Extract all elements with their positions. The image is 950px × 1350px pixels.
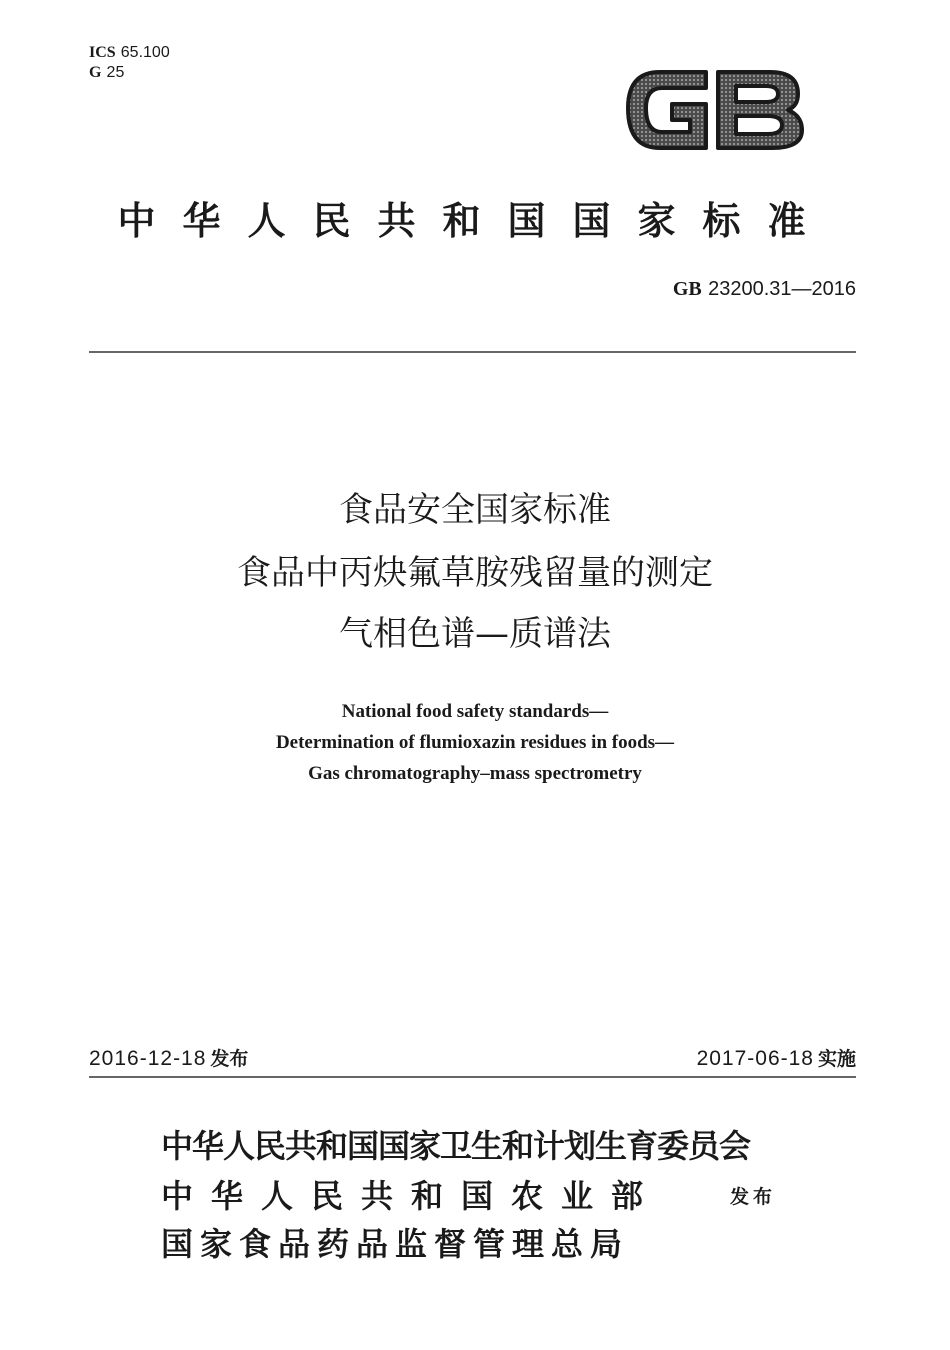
- ics-value: 65.100: [120, 44, 170, 61]
- top-divider: [89, 351, 856, 353]
- issue-date: [89, 1044, 248, 1073]
- group-label: G: [89, 64, 102, 81]
- implementation-date: [697, 1044, 856, 1073]
- ics-label: ICS: [89, 44, 116, 61]
- bottom-divider: [89, 1076, 856, 1078]
- standard-prefix: GB: [672, 278, 702, 300]
- issuer-ministry-agriculture: 中华人民共和国农业部: [161, 1177, 662, 1215]
- title-cn-line-3: 气相色谱—质谱法: [339, 614, 611, 654]
- issue-date-label: 发布: [210, 1048, 249, 1070]
- title-en-line-2: Determination of flumioxazin residues in foods—: [275, 732, 675, 753]
- issue-date-value: 2016-12-18: [89, 1047, 207, 1070]
- group-value: 25: [106, 64, 125, 81]
- ics-code: [89, 42, 170, 63]
- standard-code: 23200.31—2016: [708, 278, 856, 300]
- title-cn-line-2: 食品中丙炔氟草胺残留量的测定: [237, 553, 713, 593]
- title-en-line-1: National food safety standards—: [341, 701, 609, 722]
- implementation-date-value: 2017-06-18: [696, 1047, 814, 1070]
- standard-number: [673, 276, 856, 301]
- gb-logo-icon: [620, 62, 808, 158]
- issuer-food-drug-administration: 国家食品药品监督管理总局: [161, 1225, 630, 1263]
- implementation-date-label: 实施: [817, 1048, 856, 1070]
- publish-label: 发布: [730, 1186, 777, 1208]
- group-code: [89, 62, 124, 83]
- title-en-line-3: Gas chromatography–mass spectrometry: [308, 763, 642, 784]
- national-standard-title: 中华人民共和国国家标准: [117, 199, 833, 243]
- title-cn-line-1: 食品安全国家标准: [339, 490, 611, 530]
- issuer-health-commission: 中华人民共和国国家卫生和计划生育委员会: [161, 1127, 751, 1165]
